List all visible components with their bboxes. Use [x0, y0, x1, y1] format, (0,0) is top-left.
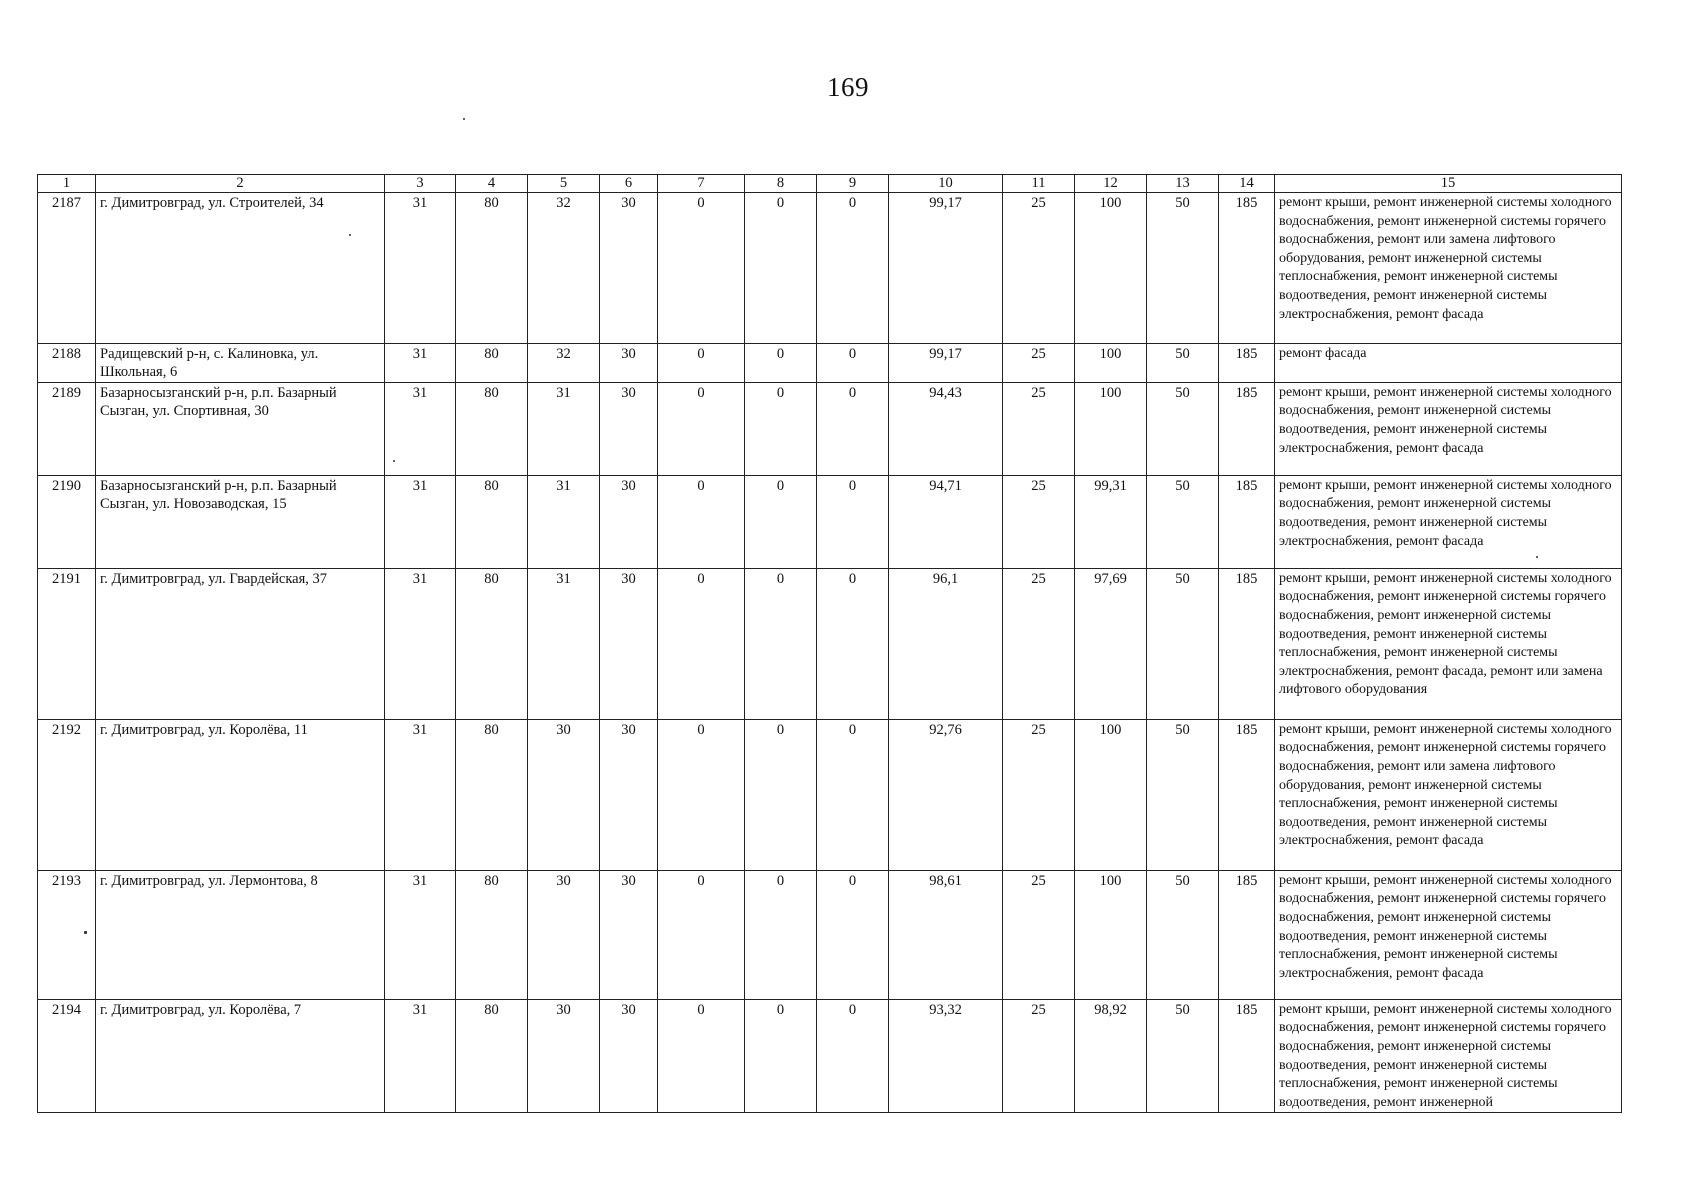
- address-cell: Базарносызганский р-н, р.п. Базарный Сызган, ул. Спортивная, 30: [96, 382, 385, 475]
- value-cell: 80: [456, 475, 528, 568]
- value-cell: 92,76: [889, 719, 1003, 870]
- value-cell: 185: [1219, 568, 1275, 719]
- table-row: [38, 475, 1622, 568]
- column-header: 1: [38, 175, 96, 193]
- value-cell: 94,71: [889, 475, 1003, 568]
- row-number: 2190: [38, 475, 96, 568]
- value-cell: 30: [600, 719, 658, 870]
- value-cell: 0: [817, 719, 889, 870]
- value-cell: 0: [745, 475, 817, 568]
- value-cell: 0: [745, 719, 817, 870]
- value-cell: 30: [528, 719, 600, 870]
- value-cell: 25: [1003, 344, 1075, 383]
- value-cell: 0: [745, 568, 817, 719]
- column-header: 5: [528, 175, 600, 193]
- value-cell: 0: [658, 719, 745, 870]
- value-cell: 0: [745, 382, 817, 475]
- value-cell: 50: [1147, 999, 1219, 1113]
- value-cell: 185: [1219, 719, 1275, 870]
- works-cell: ремонт крыши, ремонт инженерной системы холодного водоснабжения, ремонт инженерной системы горячего водоснабжения, ремонт инженерной системы водоотведения, ремонт инженерной системы теплоснабжения, ремонт инженерной системы водоотведения, ремонт инженерной: [1275, 999, 1622, 1113]
- scan-speck: [463, 118, 465, 120]
- value-cell: 0: [817, 999, 889, 1113]
- works-cell: ремонт крыши, ремонт инженерной системы холодного водоснабжения, ремонт инженерной системы горячего водоснабжения, ремонт или замена лифтового оборудования, ремонт инженерной системы теплоснабжения, ремонт инженерной системы водоотведения, ремонт инженерной системы электроснабжения, ремонт фасада: [1275, 193, 1622, 344]
- value-cell: 94,43: [889, 382, 1003, 475]
- works-cell: ремонт крыши, ремонт инженерной системы холодного водоснабжения, ремонт инженерной системы водоотведения, ремонт инженерной системы электроснабжения, ремонт фасада: [1275, 475, 1622, 568]
- address-cell: Радищевский р-н, с. Калиновка, ул. Школьная, 6: [96, 344, 385, 383]
- value-cell: 0: [658, 344, 745, 383]
- value-cell: 50: [1147, 719, 1219, 870]
- value-cell: 185: [1219, 382, 1275, 475]
- value-cell: 31: [385, 193, 456, 344]
- works-cell: ремонт фасада: [1275, 344, 1622, 383]
- capital-repair-table: [37, 174, 1622, 1113]
- value-cell: 50: [1147, 344, 1219, 383]
- value-cell: 80: [456, 999, 528, 1113]
- address-cell: г. Димитровград, ул. Гвардейская, 37: [96, 568, 385, 719]
- value-cell: 30: [600, 870, 658, 999]
- value-cell: 98,92: [1075, 999, 1147, 1113]
- address-cell: Базарносызганский р-н, р.п. Базарный Сызган, ул. Новозаводская, 15: [96, 475, 385, 568]
- value-cell: 80: [456, 382, 528, 475]
- value-cell: 100: [1075, 870, 1147, 999]
- value-cell: 30: [528, 870, 600, 999]
- row-number: 2194: [38, 999, 96, 1113]
- column-header: 11: [1003, 175, 1075, 193]
- row-number: 2188: [38, 344, 96, 383]
- table-row: [38, 999, 1622, 1113]
- value-cell: 0: [745, 193, 817, 344]
- value-cell: 96,1: [889, 568, 1003, 719]
- value-cell: 80: [456, 870, 528, 999]
- column-header: 4: [456, 175, 528, 193]
- value-cell: 31: [385, 475, 456, 568]
- column-header: 8: [745, 175, 817, 193]
- value-cell: 0: [745, 870, 817, 999]
- value-cell: 80: [456, 193, 528, 344]
- column-header: 10: [889, 175, 1003, 193]
- address-cell: г. Димитровград, ул. Королёва, 11: [96, 719, 385, 870]
- value-cell: 99,17: [889, 193, 1003, 344]
- table-row: [38, 870, 1622, 999]
- value-cell: 31: [385, 568, 456, 719]
- value-cell: 0: [658, 382, 745, 475]
- value-cell: 30: [600, 344, 658, 383]
- value-cell: 99,31: [1075, 475, 1147, 568]
- column-header: 14: [1219, 175, 1275, 193]
- address-cell: г. Димитровград, ул. Строителей, 34: [96, 193, 385, 344]
- table-row: [38, 193, 1622, 344]
- column-header: 13: [1147, 175, 1219, 193]
- value-cell: 0: [745, 999, 817, 1113]
- value-cell: 97,69: [1075, 568, 1147, 719]
- value-cell: 30: [600, 382, 658, 475]
- table-row: [38, 568, 1622, 719]
- value-cell: 31: [385, 719, 456, 870]
- value-cell: 32: [528, 344, 600, 383]
- value-cell: 25: [1003, 870, 1075, 999]
- works-cell: ремонт крыши, ремонт инженерной системы холодного водоснабжения, ремонт инженерной системы водоотведения, ремонт инженерной системы электроснабжения, ремонт фасада: [1275, 382, 1622, 475]
- value-cell: 80: [456, 568, 528, 719]
- row-number: 2189: [38, 382, 96, 475]
- value-cell: 0: [817, 475, 889, 568]
- value-cell: 25: [1003, 382, 1075, 475]
- value-cell: 31: [385, 382, 456, 475]
- value-cell: 31: [385, 999, 456, 1113]
- value-cell: 80: [456, 344, 528, 383]
- value-cell: 32: [528, 193, 600, 344]
- row-number: 2187: [38, 193, 96, 344]
- address-cell: г. Димитровград, ул. Лермонтова, 8: [96, 870, 385, 999]
- works-cell: ремонт крыши, ремонт инженерной системы холодного водоснабжения, ремонт инженерной системы горячего водоснабжения, ремонт инженерной системы водоотведения, ремонт инженерной системы теплоснабжения, ремонт инженерной системы электроснабжения, ремонт фасада: [1275, 870, 1622, 999]
- value-cell: 30: [600, 475, 658, 568]
- value-cell: 25: [1003, 568, 1075, 719]
- value-cell: 25: [1003, 719, 1075, 870]
- value-cell: 31: [385, 870, 456, 999]
- works-cell: ремонт крыши, ремонт инженерной системы холодного водоснабжения, ремонт инженерной системы горячего водоснабжения, ремонт инженерной системы водоотведения, ремонт инженерной системы теплоснабжения, ремонт инженерной системы электроснабжения, ремонт фасада, ремонт или замена лифтового оборудования: [1275, 568, 1622, 719]
- address-cell: г. Димитровград, ул. Королёва, 7: [96, 999, 385, 1113]
- value-cell: 0: [817, 870, 889, 999]
- value-cell: 99,17: [889, 344, 1003, 383]
- column-header: 7: [658, 175, 745, 193]
- value-cell: 100: [1075, 344, 1147, 383]
- column-header: 9: [817, 175, 889, 193]
- value-cell: 25: [1003, 475, 1075, 568]
- value-cell: 0: [658, 475, 745, 568]
- value-cell: 100: [1075, 382, 1147, 475]
- table-row: [38, 344, 1622, 383]
- page-number: 169: [827, 72, 869, 102]
- column-header: 2: [96, 175, 385, 193]
- value-cell: 31: [528, 568, 600, 719]
- value-cell: 30: [600, 193, 658, 344]
- row-number: 2193: [38, 870, 96, 999]
- row-number: 2192: [38, 719, 96, 870]
- works-cell: ремонт крыши, ремонт инженерной системы холодного водоснабжения, ремонт инженерной системы горячего водоснабжения, ремонт или замена лифтового оборудования, ремонт инженерной системы теплоснабжения, ремонт инженерной системы водоотведения, ремонт инженерной системы электроснабжения, ремонт фасада: [1275, 719, 1622, 870]
- table-header-row: [38, 175, 1622, 193]
- value-cell: 0: [817, 382, 889, 475]
- value-cell: 185: [1219, 193, 1275, 344]
- row-number: 2191: [38, 568, 96, 719]
- value-cell: 50: [1147, 193, 1219, 344]
- value-cell: 185: [1219, 344, 1275, 383]
- table-row: [38, 382, 1622, 475]
- value-cell: 0: [658, 568, 745, 719]
- value-cell: 0: [658, 193, 745, 344]
- value-cell: 31: [385, 344, 456, 383]
- value-cell: 0: [817, 568, 889, 719]
- value-cell: 31: [528, 475, 600, 568]
- value-cell: 31: [528, 382, 600, 475]
- value-cell: 50: [1147, 568, 1219, 719]
- value-cell: 185: [1219, 999, 1275, 1113]
- value-cell: 25: [1003, 999, 1075, 1113]
- value-cell: 25: [1003, 193, 1075, 344]
- value-cell: 50: [1147, 475, 1219, 568]
- value-cell: 100: [1075, 719, 1147, 870]
- column-header: 15: [1275, 175, 1622, 193]
- value-cell: 50: [1147, 382, 1219, 475]
- value-cell: 100: [1075, 193, 1147, 344]
- value-cell: 30: [600, 568, 658, 719]
- value-cell: 0: [658, 870, 745, 999]
- column-header: 12: [1075, 175, 1147, 193]
- value-cell: 80: [456, 719, 528, 870]
- value-cell: 30: [528, 999, 600, 1113]
- column-header: 6: [600, 175, 658, 193]
- value-cell: 50: [1147, 870, 1219, 999]
- value-cell: 0: [817, 193, 889, 344]
- value-cell: 185: [1219, 870, 1275, 999]
- column-header: 3: [385, 175, 456, 193]
- value-cell: 30: [600, 999, 658, 1113]
- value-cell: 98,61: [889, 870, 1003, 999]
- value-cell: 185: [1219, 475, 1275, 568]
- value-cell: 0: [658, 999, 745, 1113]
- value-cell: 0: [817, 344, 889, 383]
- value-cell: 93,32: [889, 999, 1003, 1113]
- table-row: [38, 719, 1622, 870]
- value-cell: 0: [745, 344, 817, 383]
